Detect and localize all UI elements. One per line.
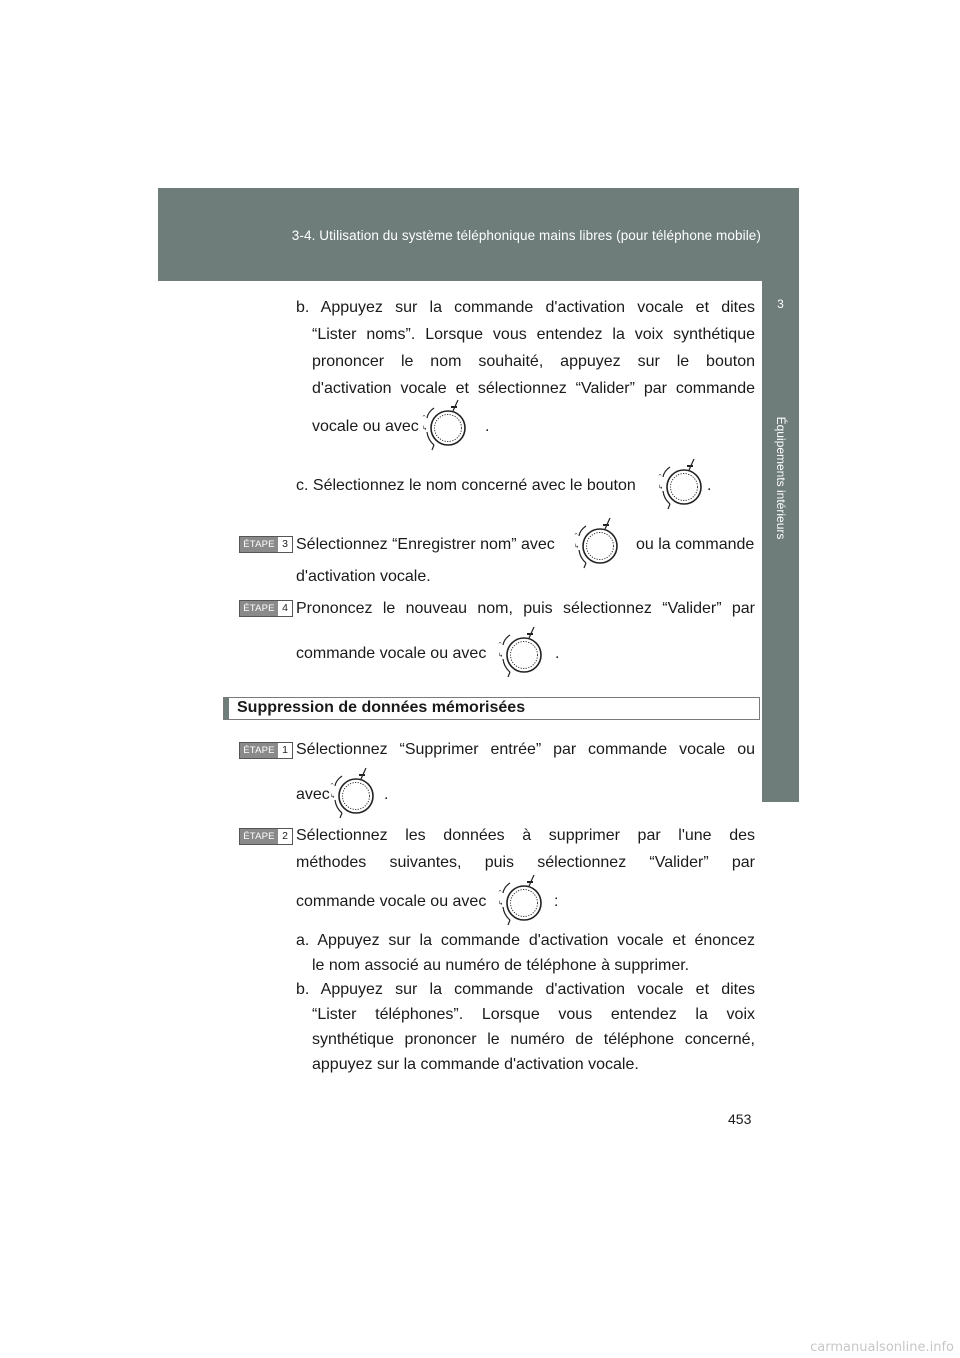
text-line: “Lister téléphones”. Lorsque vous entendez la voix <box>312 1006 755 1023</box>
text-line: . <box>384 786 389 803</box>
chapter-side-tab <box>762 281 799 802</box>
chapter-header <box>158 188 799 281</box>
section-title: Suppression de données mémorisées <box>237 699 526 716</box>
step-badge <box>239 536 293 553</box>
controller-knob-icon <box>328 766 378 820</box>
text-line: le nom associé au numéro de téléphone à supprimer. <box>312 957 690 974</box>
step-number: 1 <box>282 744 288 756</box>
text-line: synthétique prononcer le numéro de téléphone concerné, <box>312 1031 755 1048</box>
text-line: b. Appuyez sur la commande d'activation vocale et dites <box>296 299 755 316</box>
text-line: c. Sélectionnez le nom concerné avec le bouton <box>296 477 636 494</box>
step-number: 2 <box>282 830 288 842</box>
text-line: . <box>707 477 712 494</box>
step-badge <box>239 828 293 845</box>
controller-knob-icon <box>496 625 546 679</box>
text-line: . <box>485 418 490 435</box>
step-label: ÉTAPE <box>240 829 278 844</box>
text-line: avec <box>296 786 330 803</box>
text-line: Sélectionnez les données à supprimer par l'une des <box>296 827 755 844</box>
text-line: Sélectionnez “Supprimer entrée” par commande vocale ou <box>296 741 755 758</box>
step-badge <box>239 600 293 617</box>
chapter-label: Équipements intérieurs <box>773 416 788 540</box>
text-line: a. Appuyez sur la commande d'activation vocale et énoncez <box>296 932 755 949</box>
text-line: méthodes suivantes, puis sélectionnez “Valider” par <box>296 854 755 871</box>
chapter-number: 3 <box>777 297 784 311</box>
text-line: : <box>554 893 559 910</box>
text-line: ou la commande <box>636 536 755 553</box>
controller-knob-icon <box>496 873 546 927</box>
section-accent <box>224 698 229 719</box>
controller-knob-icon <box>420 398 470 452</box>
watermark: carmanualsonline.info <box>810 1340 954 1355</box>
step-number: 4 <box>282 602 288 614</box>
text-line: . <box>555 645 560 662</box>
header-title: 3-4. Utilisation du système téléphonique mains libres (pour téléphone mobile) <box>291 228 761 243</box>
text-line: d'activation vocale. <box>296 568 431 585</box>
text-line: Prononcez le nouveau nom, puis sélectionnez “Valider” par <box>296 600 755 617</box>
controller-knob-icon <box>656 457 706 511</box>
controller-knob-icon <box>572 516 622 570</box>
page-number: 453 <box>728 1111 752 1127</box>
text-line: appuyez sur la commande d'activation vocale. <box>312 1056 639 1073</box>
text-line: prononcer le nom souhaité, appuyez sur le bouton <box>312 353 755 370</box>
text-line: commande vocale ou avec <box>296 893 487 910</box>
step-badge <box>239 742 293 759</box>
text-line: “Lister noms”. Lorsque vous entendez la voix synthétique <box>312 326 755 343</box>
text-line: commande vocale ou avec <box>296 645 487 662</box>
step-label: ÉTAPE <box>240 743 278 758</box>
text-line: b. Appuyez sur la commande d'activation vocale et dites <box>296 981 755 998</box>
section-heading <box>223 697 760 720</box>
text-line: Sélectionnez “Enregistrer nom” avec <box>296 536 555 553</box>
step-number: 3 <box>282 538 288 550</box>
step-label: ÉTAPE <box>240 601 278 616</box>
text-line: d'activation vocale et sélectionnez “Valider” par commande <box>312 380 755 397</box>
step-label: ÉTAPE <box>240 537 278 552</box>
text-line: vocale ou avec <box>312 418 419 435</box>
